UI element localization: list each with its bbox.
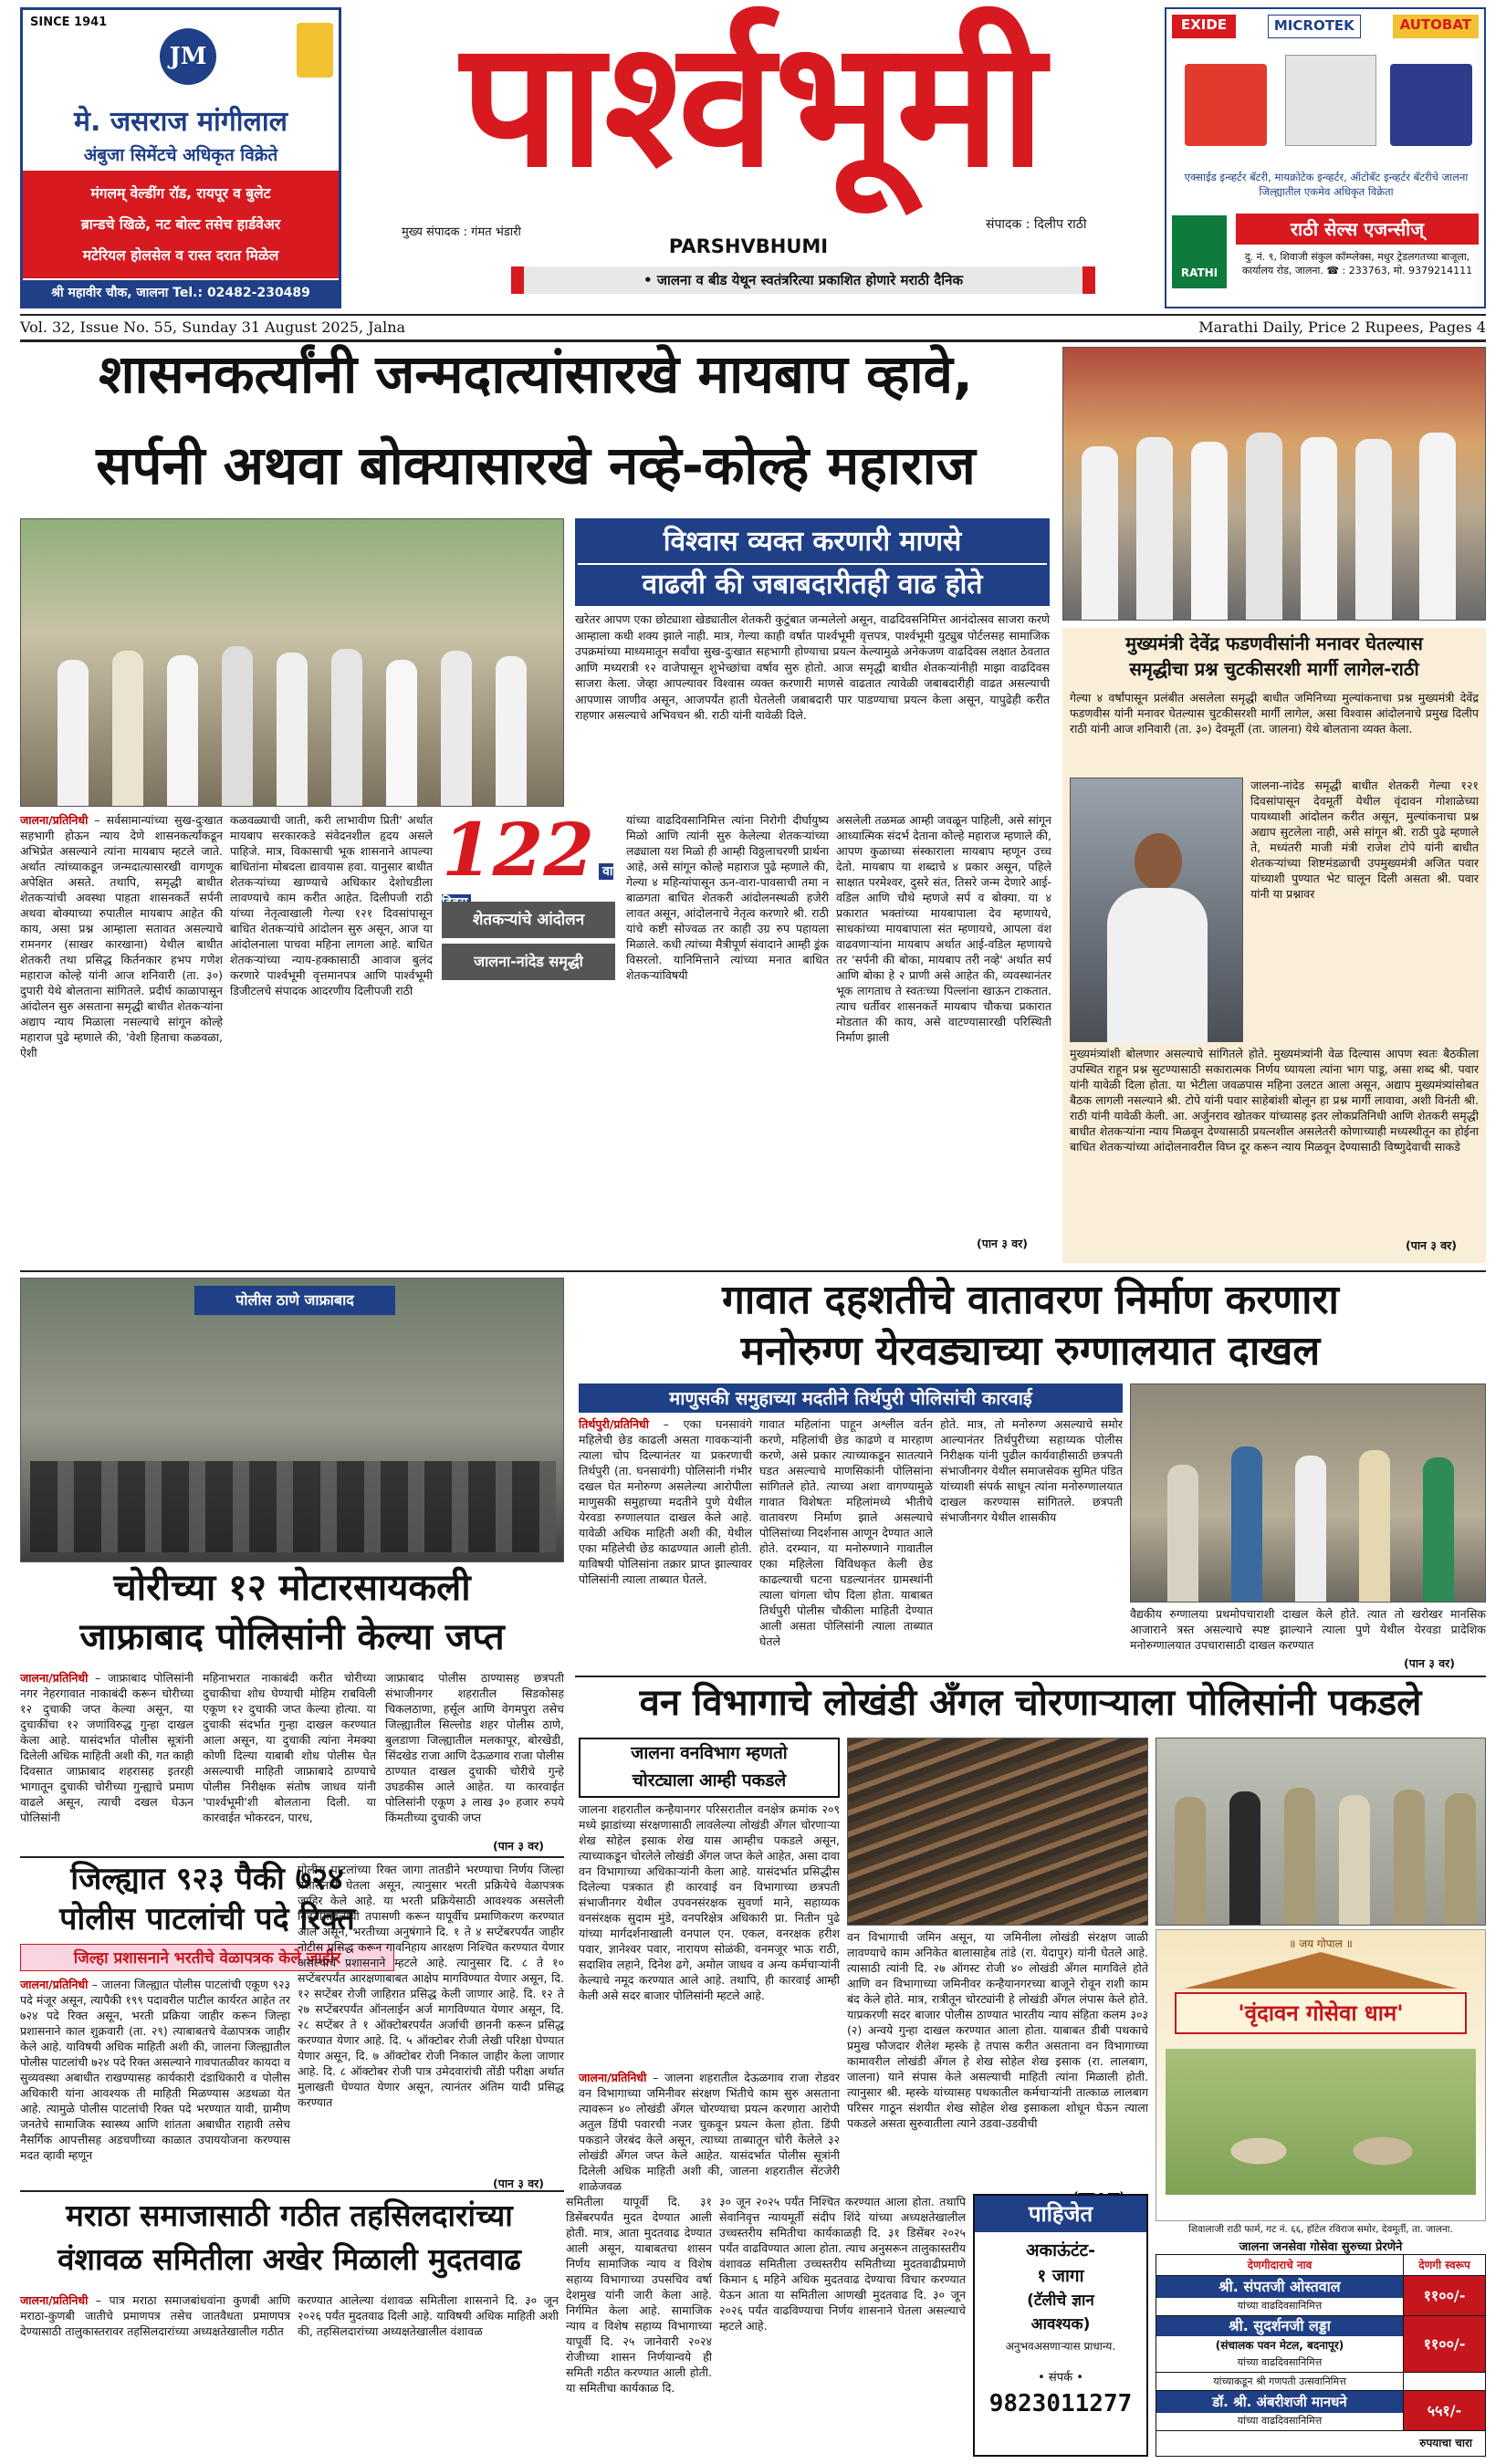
ad-rathi-products: [1176, 46, 1477, 164]
masthead-tagline-bar: [511, 266, 1095, 294]
person: [1231, 1446, 1262, 1602]
story3-col3: होते. मात्र, तो मनोरुग्ण असल्याचे समोर आल्यानंतर तिर्थपुरीच्या सहाय्यक पोलीस निरीक्षक यांनी पुढील कार्यवाहीसाठी छत्रपती संभाजीनगर येथील समाजसेवक सुमित पंडित यांच्याशी संपर्क साधून त्यांना मनोरुग्णालयात दाखल करण्यास सांगितले. छत्रपती संभाजीनगर येथील शासकीय: [940, 1417, 1123, 1524]
donor-name: श्री. सुदर्शनजी लड्डा: [1156, 2316, 1403, 2336]
story3-col2: गावात महिलांना पाहून अश्लील वर्तन करणे, महिलांची छेड काढणे व मारहाण करणे, असे प्रकार त्याच्याकडून सातत्याने घडत असल्याचे माणसिकांनी पोलिसांना सांगितले होते. त्याच्या अशा वागण्यामुळे गावात विशेषतः महिलांमध्ये भीतीचे वातावरण निर्माण झाले असल्याचे पोलिसांच्या निदर्शनास आणून देण्यात आले होते. दरम्यान, या मनोरुग्णाने गावातील एका महिलेला विविधकृत केली छेड काढल्याची घटना घडल्यानंतर ग्रामस्थांनी त्याला चांगला चोप दिला होता. याबाबत तिर्थपुरी पोलीस चौकीला माहिती देण्यात आली असता पोलिसांनी त्याला ताब्यात घेतले: [759, 1417, 933, 1648]
ad-jasraj-band: [23, 171, 339, 278]
story1-col4: असलेली तळमळ आम्ही जवळून पाहिली, असे सांगून आध्यात्मिक संदर्भ देताना कोल्हे महाराज म्हणाले की, आपण कुळाच्या संस्काराला मायबाप म्हणून उच्च देतो. मायबाप या शब्दाचे ४ प्रकार असून, पहिले साक्षात परमेश्वर, दुसरे संत, तिसरे जन्म देणारे आई-वडिल आणि चौथे म्हणजे सर्प व बोक्या. या ४ प्रकारात भक्तांच्या मायबापाला देव म्हणायचे, साधकांच्या मायबापाला संत म्हणायचे, आपला वंश वाढवणाऱ्यांना मायबाप अर्थात आई-वडिल म्हणायचे तर 'सर्पनी की बोका, मायबाप तरी नव्हे' अर्थात सर्प आणि बोका हे २ प्राणी असे आहेत की, व्यवस्थानंतर भूक लागताच ते स्वतःच्या पिल्लांना खाऊन टाकतात. त्याच धर्तीवर शासनकर्ते मायबाप चौकचा प्रकारात मोडतात की काय, असे वाटण्यासारखी परिस्थिती निर्माण झाली: [836, 813, 1051, 1044]
wanted-line2: १ जागा: [1037, 2266, 1084, 2286]
person: [1301, 437, 1337, 620]
story5-headline-2: पोलीस पाटलांची पदे रिक्त: [59, 1901, 355, 1937]
price-info: Marathi Daily, Price 2 Rupees, Pages 4: [1198, 318, 1486, 336]
story4-dateline: जालना/प्रतिनिधी: [20, 1671, 89, 1685]
badge-line1: शेतकऱ्यांचे आंदोलन: [442, 902, 615, 938]
story1-dateline: जालना/प्रतिनिधी: [20, 813, 89, 827]
ad-jasraj-logo: JM: [160, 28, 216, 85]
story1-subhead-box: [575, 518, 1050, 606]
wanted-contact-label: • संपर्क •: [1038, 2371, 1083, 2385]
story2-lead: गेल्या ४ वर्षांपासून प्रलंबीत असलेला समृद्धी बाधीत जमिनिच्या मुल्यांकनाचा प्रश्न मुख्यमंत्री देवेंद्र फडणवीस यांनी मनावर घेतल्यास चुटकीसरशी मार्गी लागेल, असा विश्वास आंदोलनाचे प्रमुख दिलीप राठी यांनी आज शनिवारी (ता. ३०) देवमूर्ती (ता. जालना) येथे बोलताना व्यक्त केला.: [1070, 691, 1479, 736]
ad-rathi-brands: [1172, 15, 1479, 38]
person: [1229, 1791, 1260, 1925]
ad-jasraj-line1: मंगलम् वेल्डींग रॉड, रायपूर व बुलेट: [90, 185, 271, 202]
rule-bottom-1: [20, 2190, 564, 2192]
person: [1246, 433, 1282, 620]
issue-info: Vol. 32, Issue No. 55, Sunday 31 August 2025, Jalna: [20, 318, 406, 336]
donor-amount: ११००/-: [1403, 2276, 1485, 2315]
person: [441, 651, 472, 806]
person: [167, 655, 198, 806]
person-head: [1135, 833, 1182, 890]
col-amount-header: देणगी स्वरूप: [1403, 2255, 1485, 2275]
story5-col2: पोलीस पाटलांच्या रिक्त जागा तातडीने भरण्याचा निर्णय जिल्हा प्रशासनाने घेतला असून, त्यानुसार भरती प्रक्रियेचे वेळापत्रक जाहिर केले आहे. या भरती प्रक्रियेसाठी आवश्यक असलेली बिंदुनामावलीची तपासणी करून यापूर्वीच प्रमाणिकरण करण्यात आले असून, भरतीच्या अनुषंगाने दि. १ ते ४ सप्टेंबरपर्यंत जाहीर नोटीस प्रसिद्ध करून गावनिहाय आरक्षण निश्चित करण्यात येणार असल्याचे प्रशासनाने म्हटले आहे. त्यानुसार दि. ८ ते १० सप्टेंबरपर्यंत आरक्षणाबाबत आक्षेप मागविण्यात येणार असून, दि. १२ सप्टेंबर रोजी जाहिरात प्रसिद्ध केली जाणार आहे. दि. १२ ते २७ सप्टेंबरपर्यंत ऑनलाईन अर्ज मागविण्यात येणार असून, दि. २८ सप्टेंबर ते १ ऑक्टोबरपर्यंत अर्जाची छाननी करून प्रसिद्ध करण्यात येणार आहे. दि. ५ ऑक्टोबर रोजी लेखी परिक्षा घेण्यात येणार असून, दि. ७ ऑक्टोबर रोजी निकाल जाहीर केला जाणार आहे. दि. ८ ऑक्टोबर रोजी पात्र उमेदवारांची तोंडी परीक्षा अर्थात मुलाखती घेण्यात येणार असून, त्यानंतर अंतिम यादी प्रसिद्ध करण्यात: [298, 1863, 564, 2109]
story3-subhead: माणुसकी समुहाच्या मदतीने तिर्थपुरी पोलिसांची कारवाई: [579, 1383, 1123, 1413]
story4-headline-1: चोरीच्या १२ मोटारसायकली: [113, 1567, 471, 1609]
person: [1419, 433, 1456, 620]
story6-col1-body: – जालना शहरातील देऊळगाव राजा रोडवर वन विभागाच्या जमिनीवर संरक्षण भिंतीचे काम सुरु असताना त्यावरून ४० लोखंडी अँगल चोरण्याचा प्रयत्न करणारा आरोपी अतुल डिंपी पवारची नजर चुकवून प्रयत्न केला होता. डिंपी पकडाने जेरबंद केले असून, त्याच्या ताब्यातून चोरी केलेले ३२ लोखंडी अँगल जप्त केले आहेत. यासंदर्भात पोलीस सूत्रांनी दिलेली अधिक माहिती अशी की, जालना शहरातील सेंटजेरी शाळेजवळ: [579, 2071, 840, 2193]
story5-subhead: जिल्हा प्रशासनाने भरतीचे वेळापत्रक केले जाहीर: [20, 1944, 394, 1971]
story6-quote-2: चोरट्याला आम्ही पकडले: [632, 1770, 787, 1791]
story2-photo-cm: [1070, 778, 1243, 1042]
story7-col3: समितीला यापूर्वी दि. ३१ डिसेंबरपर्यंत मुदत देण्यात आली होती. मात्र, आता मुदतवाढ देण्यात आली असून, याबाबतचा शासन निर्णय सामाजिक न्याय व विशेष सहाय्य विभागाच्या उपसचिव वर्षा देशमुख यांनी जारी केला आहे. निर्गमित केला आहे. सामाजिक न्याय व विशेष सहाय्य विभागाच्या यापूर्वी दि. २५ जानेवारी २०२४ रोजीच्या शासन निर्णयान्वये ही समिती गठीत करण्यात आली होती. या समितीचा कार्यकाळ दि.: [566, 2195, 712, 2395]
masthead-rule-bottom: [20, 339, 1486, 342]
story2-body-side: जालना-नांदेड समृद्धी बाधीत शेतकरी गेल्या १२१ दिवसांपासून देवमूर्ती येथील वृंदावन गोशाळेच्या पायथ्याशी आंदोलन करीत असून, मुल्यांकनाचा प्रश्न अद्याप सुटलेला नाही, असे सांगून श्री. राठी पुढे म्हणाले ते, मध्यंतरी माजी मंत्री राजेश टोपे यांनी बाधीत शेतकऱ्यांच्या शिष्टमंडळाची उपमुख्यमंत्री अजित पवार यांच्याशी पुण्यात भेट घालून दिली असता श्री. पवार यांनी या प्रश्नावर: [1250, 778, 1479, 901]
ad-jasraj-line3: मटेरियल होलसेल व रास्त दरात मिळेल: [82, 247, 279, 264]
story1-col2: कळवळ्याची जाती, करी लाभावीण प्रिती' अर्थात मायबाप सरकारकडे संवेदनशील हृदय असले पाहिजे. मात्र, विकासाची भूक शासनाने आपल्या बाधितांना मोबदला द्यावयास हवा. यानुसार बाधीत शेतकऱ्यांच्या खाण्याचे अधिकार देशोधडीला लावण्याचे काम करीत आहेत. दिलीपजी राठी यांच्या नेतृत्वाखाली गेल्या १२१ दिवसांपासून बाधित शेतकऱ्यांचे आंदोलन सुरु असून, आज या आंदोलनाला पाचवा महिना लागला आहे. बाधित शेतकऱ्यांच्या न्याय-हक्कासाठी आवाज बुलंद करणारे पार्श्वभूमी वृत्तमानपत्र आणि पार्श्वभूमी डिजीटलचे संपादक आदरणीय दिलीपजी राठी: [230, 813, 433, 997]
bikes: [30, 1461, 556, 1552]
gaushala-footer: रुपयाचा चारा: [1419, 2437, 1472, 2449]
story6-photo-angles: [847, 1738, 1148, 1926]
editor: संपादक : दिलीप राठी: [986, 217, 1087, 232]
story4-col1-text: [20, 1670, 193, 1853]
story1-lead: खरेतर आपण एका छोट्याशा खेड्यातील शेतकरी कुटुंबात जन्मलेलो असून, वाढदिवसनिमित्त आनंदोत्सव साजरा करणे आम्हाला कधी शक्य झाले नाही. मात्र, गेल्या काही वर्षात पार्श्वभूमी वृत्तपत्र, पार्श्वभूमी युट्युब पोर्टलसह सामाजिक उपक्रमांच्या माध्यमातून सर्वांचा सुख-दुःखात सहभागी होण्याचा प्रयत्न केल्यामुळे अनेकजण वाढदिवस लक्षात ठेवतात आणि मध्यरात्री १२ वाजेपासून शुभेच्छांचा वर्षाव सुरु होतो. आज समृद्धी बाधीत शेतकऱ्यांनीही माझा वाढदिवस साजरा केला. जेव्हा आपल्यावर विश्वास व्यक्त करणारी माणसे वाढतात त्यावेळी जबाबदारीही वाढत असल्याची आपणास जाणीव असून, आजपर्यंत हाती घेतलेली जबाबदारी पार पाडण्याचा प्रयत्न केला असून, यापुढेही करीत राहणार असल्याचे अभिवचन श्री. राठी यांनी यावेळी दिले.: [575, 612, 1050, 722]
person: [1445, 1793, 1476, 1925]
story3-continued: (पान ३ वर): [1404, 1656, 1455, 1670]
person: [331, 649, 362, 806]
story1-subhead-2: वाढली की जबाबदारीतही वाढ होते: [578, 563, 1047, 605]
story6-headline: वन विभागाचे लोखंडी अँगल चोरणाऱ्याला पोलिसांनी पकडले: [639, 1682, 1422, 1724]
story3-col1-text: [579, 1416, 752, 1599]
donor-cell: [1156, 2316, 1403, 2372]
person: [1082, 446, 1118, 620]
person: [1175, 1797, 1206, 1925]
col-name-header: देणगीदाराचे नाव: [1247, 2259, 1313, 2271]
ad-jasraj-line2: ब्रान्डचे खिळे, नट बोल्ट तसेच हार्डवेअर: [80, 216, 281, 233]
story5-col1: [20, 1977, 290, 2187]
story5-continued: (पान ३ वर): [493, 2177, 544, 2190]
masthead-tagline: • जालना व बीड येथून स्वतंत्ररित्या प्रकाशित होणारे मराठी दैनिक: [643, 272, 963, 288]
gaushala-cows: [1166, 2049, 1476, 2195]
wanted-title: पाहिजेत: [975, 2196, 1146, 2232]
story2-headline-1: मुख्यमंत्री देवेंद्र फडणवीसांनी मनावर घेतल्यास: [1125, 632, 1423, 654]
donor-amount: ११००/-: [1403, 2316, 1485, 2372]
story6-dateline: जालना/प्रतिनिधी: [579, 2071, 647, 2084]
donor-cell: [1156, 2276, 1403, 2315]
donor-row: [1156, 2373, 1485, 2391]
ad-jasraj-since: SINCE 1941: [30, 16, 108, 29]
story4-continued: (पान ३ वर): [493, 1839, 544, 1853]
ad-rathi-desc: एक्साईड इन्व्हर्टर बॅटरी, मायक्रोटेक इन्व्हर्टर, ऑटोबॅट इन्व्हर्टर बॅटरीचे जालना जिल्ह्यातील एकमेव अधिकृत विक्रेता: [1184, 171, 1469, 198]
gaushala-address: शिवालाजी राठी फार्म, गट नं. ६६, हॉटेल रविराज समोर, देवमूर्ती, ता. जालना.: [1188, 2224, 1453, 2235]
donor-row: [1156, 2276, 1485, 2316]
person: [277, 653, 308, 806]
story1-col1-body: – सर्वसामान्यांच्या सुख-दुःखात सहभागी होऊन न्याय देणे शासनकर्त्यांकडून अभिप्रेत असल्याने त्यांना मायबाप म्हटले जाते. अर्थात त्यांच्याकडून जन्मदात्यासारखी वागणूक अपेक्षित असते. तथापि, समृद्धी बाधीत शेतकऱ्यांची अवस्था पाहता शासनकर्ते सर्पनी अथवा बोक्याच्या रुपातील मायबाप आहेत की काय, असा प्रश्न आम्हाला सतावत असल्याचे रामनगर (साखर कारखाना) येथील बाधीत शेतकरी तथा प्रसिद्ध किर्तनकार हभप गणेश महाराज कोल्हे यांनी आज शनिवारी (ता. ३०) दुपारी येथे बोलताना सांगितले. प्रदीर्घ काळापासून आंदोलन सुरु असताना समृद्धी बाधीत शेतकऱ्यांना अद्याप न्याय मिळाला नसल्याचे सांगून कोल्हे महाराज पुढे म्हणाले की, 'वेशी हिताचा कळवळा, ऐशी: [20, 813, 223, 1060]
story4-col2: महिनाभरात नाकाबंदी करीत चोरीच्या दुचाकीचा शोध घेण्याची मोहिम राबविली एकूण १२ दुचाकी जप्त केल्या होत्या. या दुचाकी संदर्भात गुन्हा दाखल करण्यात आला असून, या दुचाकी त्यांना नेमक्या कोणी दिल्या याबाबी शोध पोलीस घेत असल्याची माहिती जाफ्राबादे ठाण्याचे पोलीस निरीक्षक संतोष जाधव यांनी 'पार्श्वभूमी'शी बोलताना दिली. या कारवाईत भोकरदन, पारध,: [203, 1671, 376, 1824]
story5-col1-text: [20, 1977, 290, 2187]
story3-dateline: तिर्थपुरी/प्रतिनिधी: [579, 1417, 649, 1431]
person: [1394, 1790, 1425, 1925]
story3-col1-body: – एका घनसावंगे महिलेची छेड काढली असता गावकऱ्यांनी त्याला चोप दिल्यानंतर या प्रकरणाची तिर्थपुरी (ता. घनसावंगी) पोलिसांनी गंभीर दखल घेत मनोरुग्ण असलेल्या आरोपीला माणुसकी समुहाच्या मदतीने पुणे येथील येरवडा रुग्णालयात दाखल केले आहे. यावेळी अधिक माहिती अशी की, येथील एका महिलेची छेड काढण्यात आली होती. याविषयी पोलिसांना तक्रार प्राप्त झाल्यावर पोलिसांनी त्याला ताब्यात घेतले.: [579, 1417, 752, 1586]
story7-dateline: जालना/प्रतिनिधी: [20, 2293, 89, 2307]
badge-line2: जालना-नांदेड समृद्धी: [442, 944, 615, 980]
police-sign: पोलीस ठाणे जाफ्राबाद: [194, 1286, 395, 1315]
person: [1136, 437, 1173, 620]
story4-headline-2: जाफ्राबाद पोलिसांनी केल्या जप्त: [79, 1616, 505, 1658]
donor-row: [1156, 2316, 1485, 2373]
gaushala-table-header: [1156, 2255, 1485, 2276]
story7-headline-1: मराठा समाजासाठी गठीत तहसिलदारांच्या: [66, 2198, 513, 2233]
chief-editor: मुख्य संपादक : गंमत भंडारी: [402, 225, 521, 239]
story6-quote-1: जालना वनविभाग म्हणतो: [631, 1743, 788, 1763]
story2-photo: [1062, 347, 1486, 621]
story1-headline-1: शासनकर्त्यांनी जन्मदात्यांसारखे मायबाप व्हावे,: [99, 343, 973, 405]
person: [1339, 1795, 1370, 1925]
badge-num: 122: [442, 807, 594, 893]
story6-quote-box: [579, 1738, 840, 1798]
gaushala-headline: जालना जनसेवा गोसेवा सुरुच्या प्रेरणेने: [1239, 2240, 1403, 2254]
donor-name: श्री. संपतजी ओस्तवाल: [1156, 2276, 1403, 2298]
story3-headline-2: मनोरुग्ण येरवड्याच्या रुग्णालयात दाखल: [740, 1328, 1321, 1374]
wanted-line4: आवश्यक): [1030, 2315, 1091, 2333]
story4-photo: [20, 1278, 564, 1562]
person: [1284, 1788, 1315, 1925]
rule-left-1: [20, 1856, 564, 1858]
ad-rathi: [1165, 7, 1486, 308]
donor-note: यांच्या वाढदिवसानिमित्त: [1237, 2415, 1323, 2427]
ad-rathi-name: राठी सेल्स एजन्सीज्: [1236, 214, 1479, 245]
ad-jasraj: [20, 7, 341, 308]
story5-headline-1: जिल्ह्यात ९२३ पैकी ७२४: [70, 1861, 344, 1897]
story6-col1-text: [579, 2070, 840, 2207]
brand-exide: EXIDE: [1172, 15, 1236, 38]
wanted-note: अनुभवअसणाऱ्यास प्राधान्य.: [1005, 2340, 1116, 2353]
rule-mid-2: [575, 1676, 1486, 1677]
story7-col2: करण्यात आलेल्या वंशावळ समितीला शासनाने दि. ३० जून २०२६ पर्यंत मुदतवाढ दिली आहे. याविषयी अधिक माहिती अशी की, तहसिलदारांच्या अध्यक्षतेखालील वंशावळ: [298, 2293, 559, 2338]
story2-headline-2: समृद्धीचा प्रश्न चुटकीसरशी मार्गी लागेल-राठी: [1129, 658, 1419, 680]
ad-jasraj-emblem: [297, 23, 333, 78]
wanted-ad: [973, 2194, 1148, 2457]
inverter-image: [1285, 55, 1376, 146]
person: [386, 660, 417, 806]
story1-headline-2: सर्पनी अथवा बोक्यासारखे नव्हे-कोल्हे महाराज: [96, 434, 976, 496]
story6-quote-body: जालना शहरातील कन्हैयानगर परिसरातील वनक्षेत्र क्रमांक २०९ मध्ये झाडांच्या संरक्षणासाठी लावलेल्या लोखंडी अँगल चोरणाऱ्या शेख सोहेल इसाक शेख यास आम्हीच पकडले असून, त्याच्याकडून चोरलेले लोखंडी अँगल जप्त केले आहेत, असा दावा वन विभागाच्या अधिकाऱ्यांनी केला आहे. यासंदर्भात प्रसिद्धीस दिलेल्या पत्रकात ही कारवाई वन विभागाच्या छत्रपती संभाजीनगर येथील उपवनसंरक्षक सुवर्णा माने, सहाय्यक वनसंरक्षक सुदाम मुंडे, वनपरिक्षेत्र अधिकारी प्रा. नितीन पुढे यांच्या मार्गदर्शनाखाली वनपाल एन. एकल, वनरक्षक हरीश पवार, ज्ञानेश्वर पवार, नारायण सोळंकी, वनमजूर भाऊ राठी, सदाशिव लहाने, दिनेश ढगे, अमोल जाधव व अन्य कर्मचाऱ्यांनी केल्याचे नमूद करण्यात आले आहे. तथापि, ही कारवाई आम्ही केली असे सदर बाजार पोलिसांनी म्हटले आहे.: [579, 1802, 840, 2002]
donor-note: यांच्याकडून श्री गणपती उत्सवानिमित्त: [1213, 2375, 1346, 2387]
brand-microtek: MICROTEK: [1268, 15, 1361, 38]
masthead-title: पार्श्वभूमी: [461, 4, 1045, 205]
donor-cell: [1156, 2391, 1403, 2430]
person: [1295, 1456, 1326, 1602]
donor-note: (संचालक पवन मेटल, बदनापूर): [1215, 2339, 1344, 2352]
person: [496, 656, 527, 806]
gaushala-table: [1156, 2254, 1486, 2457]
person: [1167, 1465, 1198, 1602]
rule-mid-1: [20, 1270, 1486, 1272]
person-body: [1107, 888, 1208, 1043]
ad-rathi-address: दु. नं. ९, शिवाजी संकुल कॉम्प्लेक्स, मधुर ट्रेडलगतच्या बाजूला, कार्यालय रोड, जालना. ☎ : 233763, मो. 9379214111: [1241, 251, 1473, 277]
battery2-image: [1390, 64, 1472, 146]
story1-col1-text: [20, 812, 223, 1259]
person: [1191, 442, 1228, 620]
story4-col3: जाफ्राबाद पोलीस ठाण्यासह छत्रपती संभाजीनगर शहरातील सिडकोसह चिकलठाणा, हर्सूल आणि वेगमपुरा तसेच जिल्ह्यातील सिल्लोड शहर पोलीस ठाणे, बुलडाणा जिल्ह्यातील मलकापूर, बोरखेडी, सिंदखेड राजा आणि देऊळगाव राजा पोलीस ठाण्यात दाखल दुचाकी चोरीचे गुन्हे उघडकीस आले आहेत. या कारवाईत पोलिसांनी एकूण ३ लाख ३० हजार रुपये किंमतीच्या दुचाकी जप्त: [385, 1671, 564, 1824]
story2-body-bottom: मुख्यमंत्र्यांशी बोलणार असल्याचे सांगितले होते. मुख्यमंत्र्यांनी वेळ दिल्यास आपण स्वतः बैठकीला उपस्थित राहून प्रश्न सुटण्यासाठी सकारात्मक निर्णय घ्यायला त्यांना भाग पाडू, असा शब्द श्री. पवार यांनी यावेळी दिला होता. या भेटीला जवळपास महिना उलटत आला असून, अद्याप मुख्यमंत्र्यांसोबत बैठक लागली नसल्याने श्री. टोपे यांनी पवार साहेबांशी बोलून हा प्रश्न मार्गी लावावा, अशी विनंती श्री. राठी यांनी यावेळी केली. आ. अर्जुनराव खोतकर यांच्यासह इतर लोकप्रतिनिधी आणि शेतकरी समृद्धी बाधीत शेतकऱ्यांना न्याय मिळवून देण्यासाठी प्रयत्नशील असलेतरी कोणाच्याही मध्यस्थीतून का होईना बाधित शेतकऱ्यांच्या आंदोलनावरील विघ्न दूर करून न्याय मिळवून देण्यासाठी विष्णुदेवाची साकडे: [1070, 1047, 1479, 1154]
donor-name: डॉ. श्री. अंबरीशजी मानधने: [1156, 2391, 1403, 2413]
story3-col1: [579, 1416, 752, 1599]
wanted-phone: 9823011277: [988, 2390, 1133, 2417]
story3-photo: [1130, 1383, 1486, 1603]
story1-badge: [442, 807, 615, 1009]
wanted-line1: अकाऊंटंट-: [1026, 2240, 1095, 2260]
donor-note: यांच्या वाढदिवसानिमित्त: [1237, 2356, 1323, 2368]
badge-number: [442, 807, 615, 911]
person: [112, 651, 143, 806]
story1-photo: [20, 518, 564, 807]
story5-dateline: जालना/प्रतिनिधी: [20, 1978, 89, 1991]
story1-subhead-1: विश्वास व्यक्त करणारी माणसे: [578, 521, 1047, 563]
story1-continued: (पान ३ वर): [977, 1237, 1028, 1250]
ad-jasraj-footer: श्री महावीर चौक, जालना Tel.: 02482-230489: [23, 280, 339, 306]
story6-photo-police: [1156, 1738, 1486, 1926]
gaushala-roof: [1184, 1952, 1458, 1989]
person: [58, 660, 89, 806]
person: [222, 646, 253, 806]
wanted-line3: (टॅलीचे ज्ञान: [1027, 2292, 1094, 2310]
ad-rathi-logo: RATHI: [1172, 215, 1227, 288]
story6-col1: [579, 2070, 840, 2207]
story7-col1-text: [20, 2292, 290, 2457]
badge-suffix: वा: [442, 863, 613, 911]
donor-row: [1156, 2391, 1485, 2431]
ad-jasraj-sub: अंबुजा सिमेंटचे अधिकृत विक्रेते: [83, 145, 278, 165]
gaushala-tag: ॥ जय गोपाल ॥: [1289, 1937, 1353, 1950]
story1-col3: यांच्या वाढदिवसानिमित्त त्यांना निरोगी दीर्घायुष्य मिळो आणि त्यांनी सुरु केलेल्या शेतकऱ्यांच्या लढ्याला यश मिळो ही आम्ही विठ्ठलाचरणी प्रार्थना आहे, असे सांगून कोल्हे महाराज पुढे म्हणाले की, गेल्या ४ महिन्यांपासून ऊन-वारा-पावसाची तमा न बाळगता बाधित शेतकरी आंदोलनस्थळी हजेरी लावत असून, आंदोलनाचे नेतृत्व करणारे श्री. राठी यांचे कष्टी सोज्वळ तर काही उग्र रुप पहायला मिळाले. कधी त्यांच्या मैत्रीपूर्ण संवादाने आम्ही ड्रंक विसरलो. यानिमित्ताने त्यांच्या मनात बाधित शेतकऱ्यांविषयी: [626, 813, 829, 982]
donor-amount: ५५१/-: [1403, 2391, 1485, 2430]
brand-autobat: AUTOBAT: [1393, 15, 1479, 38]
story3-headline-1: गावात दहशतीचे वातावरण निर्माण करणारा: [722, 1277, 1339, 1323]
donor-amount: [1403, 2373, 1485, 2390]
gaushala-ad: [1156, 1929, 1486, 2221]
battery-image: [1185, 64, 1267, 146]
person: [1355, 439, 1392, 620]
story7-col1: [20, 2292, 290, 2457]
ad-jasraj-name: मे. जसराज मांगीलाल: [74, 106, 288, 138]
story7-col1-body: – पात्र मराठा समाजबांधवांना कुणबी आणि मराठा-कुणबी जातीचे प्रमाणपत्र तसेच जातवैधता प्रमाणपत्र देण्यासाठी तालुकास्तरावर तहसिलदारांच्या अध्यक्षतेखालील गठीत: [20, 2293, 290, 2338]
person: [1359, 1450, 1390, 1602]
story4-col1: [20, 1670, 193, 1853]
story2-continued: (पान ३ वर): [1406, 1238, 1457, 1252]
story4-col1-body: – जाफ्राबाद पोलिसांनी नगर नेहरगावात नाकाबंदी करून चोरीच्या १२ दुचाकी जप्त केल्या असून, या दुचाकींचा १२ जणांविरुद्ध गुन्हा दाखल केला आहे. यासंदर्भात पोलीस सूत्रांनी दिलेली अधिक माहिती अशी की, गत काही दिवसात जाफ्राबाद शहरासह इतरही भागातून दुचाकी चोरीच्या गुन्ह्याचे प्रमाण वाढले असून, त्याची दखल घेऊन पोलिसांनी: [20, 1671, 193, 1824]
story1-col1: [20, 812, 223, 1259]
person: [1423, 1457, 1454, 1602]
story7-col4: ३० जून २०२५ पर्यंत निश्चित करण्यात आला होता. तथापि सेवानिवृत्त न्यायमूर्ती संदीप शिंदे यांच्या अध्यक्षतेखालील उच्चस्तरीय समितीचा कार्यकाळही दि. ३१ डिसेंबर २०२५ पर्यंत वाढविण्यात आला होता. त्याच अनुसरून तालुकास्तरीय वंशावळ समितीला उच्चस्तरीय समितीच्या मुदतवाढीप्रमाणे किमान ६ महिने अधिक मुदतवाढ देण्याचा विचार करण्यात येऊन आता या समितीला आणखी मुदतवाढ दि. ३० जून २०२६ पर्यंत वाढविण्याचा निर्णय शासनाने घेतला असल्याचे म्हटले आहे.: [719, 2195, 966, 2333]
story6-col2: वन विभागाची जमिन असून, या जमिनीला लोखंडी संरक्षण जाळी लावण्याचे काम अनिकेत बालासाहेब तांडे (रा. येदापुर) यांनी घेतले आहे. त्यासाठी त्यांनी दि. २७ ऑगस्ट रोजी ४० लोखंडी अँगल मागविले होते आणि वन विभागाच्या जमिनीवर कन्हैयानगरच्या बाजूने रोवून राशी काम बंद केले होते. मात्र, रात्रीतून चोरट्यांनी हे लोखंडी अँगल लंपास केले होते. याप्रकरणी सदर बाजार पोलीस ठाण्यात भारतीय न्याय संहिता कलम ३०३ (२) अन्वये गुन्हा दाखल करण्यात आला होता. याबाबत डीबी पथकाचे प्रमुख फौजदार शैलेश म्हस्के हे तपास करीत असताना वन विभागाच्या कामावरील लोखंडी अँगल हे शेख सोहेल शेख इसाक (रा. लालबाग, जालना) याने संपास केले असल्याची माहिती त्यांना मिळाली होती. त्यानुसार श्री. म्हस्के यांच्यासह पथकातील कर्मचाऱ्यांनी तात्काळ लालबाग परिसर गाठून संशयीत शेख सोहेल शेख इसाकला शोधून घेऊन त्याला पकडले असता सुरुवातीला त्याने उडवा-उडवीची: [847, 1930, 1148, 2130]
gaushala-title: 'वृंदावन गोसेवा धाम': [1175, 1992, 1467, 2034]
story5-col1-body: – जालना जिल्ह्यात पोलीस पाटलांची एकूण ९२३ पदे मंजूर असून, त्यापैकी १९९ पदावरील पाटील कार्यरत आहेत तर ७२४ पदे रिक्त असून, भरती प्रक्रिया जाहीर करून जिल्हा प्रशासनाने काल शुक्रवारी (ता. २९) त्याबाबतचे वेळापत्रक जाहीर केले आहे. याविषयी अधिक माहिती अशी की, जालना जिल्ह्यातील पोलीस पाटलांची ७२४ पदे रिक्त असल्याने गावपातळीवर कायदा व सुव्यवस्था अबाधीत राखण्यासह कार्यकारी दंडाधिकारी व पोलीस अधिकारी यांना आवश्यक ती माहिती मिळण्यास अडथळा येत आहे. त्यामुळे पोलीस पाटलांची रिक्त पदे भरण्यात यावी, ग्रामीण जनतेचे सामाजिक स्वास्थ्य आणि शांतता अबाधीत राहावी तसेच नैसर्गिक आपत्तीसह अडचणीच्या काळात उपाययोजना करण्यास मदत व्हावी म्हणून: [20, 1978, 290, 2162]
masthead-rule-top: [20, 314, 1486, 316]
story7-headline-2: वंशावळ समितीला अखेर मिळाली मुदतवाढ: [58, 2241, 521, 2277]
donor-note: यांच्या वाढदिवसानिमित्त: [1237, 2300, 1323, 2312]
masthead-roman: PARSHVBHUMI: [668, 235, 829, 257]
story3-col4: वैद्यकीय रुग्णालया प्रथमोपचाराशी दाखल केले होते. त्यात तो खरोखर मानसिक आजाराने त्रस्त असल्याचे स्पष्ट झाल्याने त्याला पुणे येथील येरवडा प्रादेशिक मनोरुग्णालयात उपचारासाठी दाखल करण्यात: [1130, 1607, 1486, 1652]
